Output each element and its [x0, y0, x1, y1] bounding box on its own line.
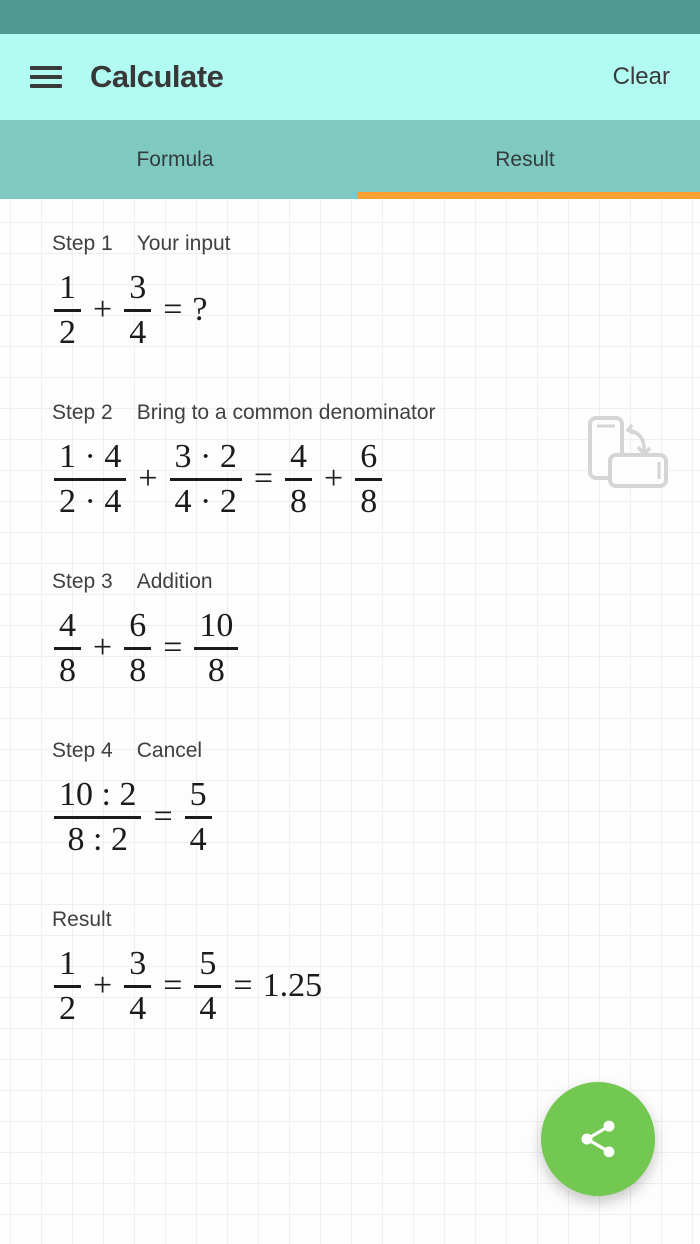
operator: + [93, 291, 113, 328]
operator: = [163, 629, 183, 666]
denominator: 8 [360, 482, 378, 520]
step-number: Step 3 [52, 570, 113, 593]
step-label [52, 905, 700, 934]
denominator: 4 [199, 989, 217, 1027]
operator: = [153, 798, 173, 835]
operator: + [93, 967, 113, 1004]
step-section [52, 905, 700, 1028]
denominator: 4 [129, 313, 147, 351]
fraction [355, 439, 382, 520]
step-title: Addition [136, 570, 213, 593]
numerator: 4 [290, 437, 308, 475]
fraction [54, 608, 81, 689]
step-section [52, 229, 700, 352]
denominator: 8 [129, 651, 147, 689]
operator: + [93, 629, 113, 666]
denominator: 8 : 2 [67, 820, 128, 858]
denominator: 2 [59, 313, 76, 351]
fraction [194, 608, 238, 689]
step-number: Step 1 [52, 232, 113, 255]
denominator: 2 [59, 989, 76, 1027]
step-section [52, 567, 700, 690]
denominator: 8 [59, 651, 76, 689]
step-label [52, 567, 700, 596]
operator: + [324, 460, 344, 497]
step-number: Result [52, 908, 112, 931]
tab-formula[interactable]: Formula [136, 147, 214, 171]
numerator: 6 [129, 606, 147, 644]
step-title: Your input [136, 232, 231, 255]
step-section [52, 736, 700, 859]
numerator: 5 [199, 944, 217, 982]
numerator: 3 · 2 [174, 437, 237, 475]
step-number: Step 2 [52, 401, 113, 424]
operator: + [138, 460, 158, 497]
denominator: 4 [189, 820, 207, 858]
operator: = [163, 967, 183, 1004]
fraction [124, 946, 151, 1027]
step-label [52, 736, 700, 765]
numerator: 6 [360, 437, 378, 475]
fraction [54, 270, 81, 351]
status-bar [0, 0, 700, 34]
share-fab-button[interactable] [541, 1082, 655, 1196]
fraction [54, 439, 126, 520]
numerator: 5 [189, 775, 207, 813]
fraction [170, 439, 242, 520]
operator: = [163, 291, 183, 328]
formula [52, 944, 700, 1028]
share-icon [576, 1117, 620, 1161]
page-title: Calculate [90, 59, 224, 94]
clear-button[interactable]: Clear [612, 63, 670, 90]
numerator: 4 [59, 606, 76, 644]
numerator: 1 [59, 268, 76, 306]
math-text: 1.25 [262, 967, 323, 1004]
math-text: ? [192, 291, 208, 328]
operator: = [233, 967, 253, 1004]
formula [52, 775, 700, 859]
step-label [52, 229, 700, 258]
numerator: 3 [129, 268, 147, 306]
formula [52, 606, 700, 690]
operator: = [253, 460, 274, 497]
fraction [185, 777, 212, 858]
tab-bar [0, 120, 700, 199]
denominator: 4 · 2 [174, 482, 237, 520]
numerator: 3 [129, 944, 147, 982]
denominator: 4 [129, 989, 147, 1027]
formula [52, 268, 700, 352]
rotate-device-icon [582, 415, 670, 489]
numerator: 1 · 4 [59, 437, 122, 475]
fraction [285, 439, 312, 520]
fraction [54, 777, 141, 858]
hamburger-menu-icon[interactable] [30, 66, 62, 88]
denominator: 2 · 4 [59, 482, 122, 520]
numerator: 10 : 2 [59, 775, 137, 813]
fraction [124, 270, 151, 351]
denominator: 8 [207, 651, 225, 689]
step-title: Bring to a common denominator [136, 401, 436, 424]
numerator: 10 [199, 606, 234, 644]
step-number: Step 4 [52, 739, 113, 762]
fraction [194, 946, 221, 1027]
app-bar [0, 34, 700, 120]
fraction [124, 608, 151, 689]
numerator: 1 [59, 944, 76, 982]
active-tab-indicator [357, 192, 700, 199]
step-title: Cancel [136, 739, 203, 762]
tab-result[interactable]: Result [495, 147, 555, 171]
denominator: 8 [290, 482, 308, 520]
fraction [54, 946, 81, 1027]
